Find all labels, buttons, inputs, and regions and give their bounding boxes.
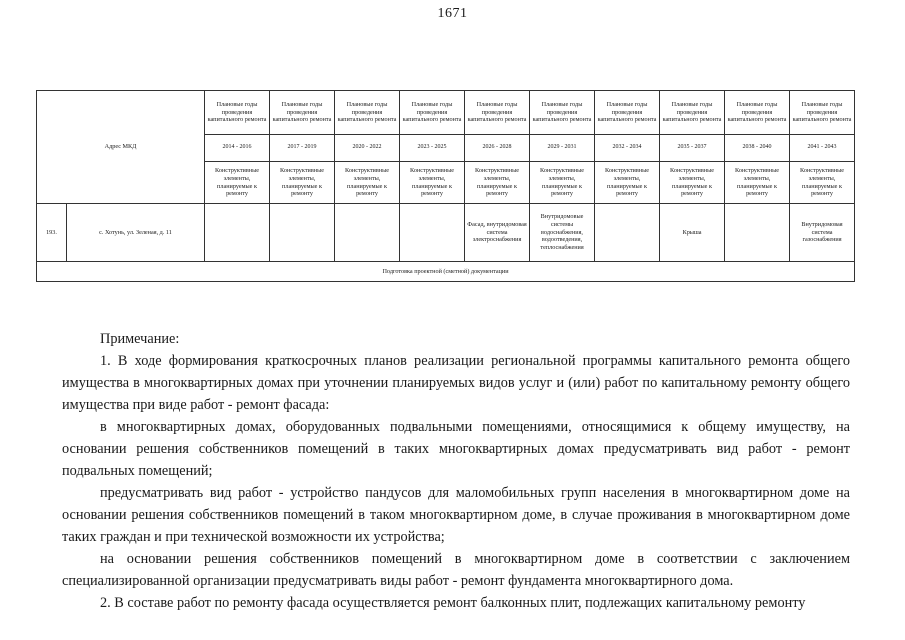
period-elements: Конструктивные элементы, планируемые к ремонту	[725, 162, 790, 204]
period-elements: Конструктивные элементы, планируемые к ремонту	[595, 162, 660, 204]
period-elements: Конструктивные элементы, планируемые к ремонту	[660, 162, 725, 204]
period-elements: Конструктивные элементы, планируемые к ремонту	[465, 162, 530, 204]
notes-section	[62, 328, 850, 614]
row-cell: Фасад, внутридомовая система электроснабжения	[465, 204, 530, 262]
period-years: 2017 - 2019	[270, 135, 335, 162]
period-elements: Конструктивные элементы, планируемые к ремонту	[205, 162, 270, 204]
period-heading: Плановые годы проведения капитального ремонта	[205, 91, 270, 135]
period-years: 2029 - 2031	[530, 135, 595, 162]
notes-paragraph: 2. В составе работ по ремонту фасада осуществляется ремонт балконных плит, подлежащих капитальному ремонту	[100, 595, 806, 611]
period-elements: Конструктивные элементы, планируемые к ремонту	[530, 162, 595, 204]
period-years: 2038 - 2040	[725, 135, 790, 162]
notes-paragraph: предусматривать вид работ - устройство пандусов для маломобильных групп населения в многоквартирном доме на основании решения собственников помещений в таком многоквартирном доме, в случае проживания в многоквартирном доме таких граждан и при технической возможности их устройства;	[62, 485, 850, 545]
period-heading: Плановые годы проведения капитального ремонта	[465, 91, 530, 135]
notes-paragraph: в многоквартирных домах, оборудованных подвальными помещениями, относящимися к общему имуществу, на основании решения собственников помещений в таких многоквартирных домах предусматривать вид работ - ремонт подвальных помещений;	[62, 419, 850, 479]
row-address: с. Хотунь, ул. Зеленая, д. 11	[67, 204, 205, 262]
row-cell: Внутридомовые системы водоснабжения, водоотведения, теплоснабжения	[530, 204, 595, 262]
period-years: 2032 - 2034	[595, 135, 660, 162]
row-cell: Крыша	[660, 204, 725, 262]
period-elements: Конструктивные элементы, планируемые к ремонту	[400, 162, 465, 204]
period-heading: Плановые годы проведения капитального ремонта	[595, 91, 660, 135]
row-number: 193.	[37, 204, 67, 262]
period-heading: Плановые годы проведения капитального ремонта	[530, 91, 595, 135]
notes-heading: Примечание:	[100, 331, 180, 347]
row-cell	[725, 204, 790, 262]
notes-paragraph: 1. В ходе формирования краткосрочных планов реализации региональной программы капитального ремонта общего имущества в многоквартирных домах при уточнении планируемых видов услуг и (или) работ по капитальному ремонту общего имущества при виде работ - ремонт фасада:	[62, 353, 850, 413]
capital-repair-table	[36, 90, 855, 282]
period-years: 2026 - 2028	[465, 135, 530, 162]
period-heading: Плановые годы проведения капитального ремонта	[335, 91, 400, 135]
period-heading: Плановые годы проведения капитального ремонта	[270, 91, 335, 135]
period-years: 2035 - 2037	[660, 135, 725, 162]
table-row	[37, 204, 855, 262]
table-footer: Подготовка проектной (сметной) документации	[37, 262, 855, 282]
row-cell	[205, 204, 270, 262]
period-years: 2041 - 2043	[790, 135, 855, 162]
row-cell	[595, 204, 660, 262]
row-cell: Внутридомовая система газоснабжения	[790, 204, 855, 262]
period-heading: Плановые годы проведения капитального ремонта	[790, 91, 855, 135]
period-heading: Плановые годы проведения капитального ремонта	[725, 91, 790, 135]
period-elements: Конструктивные элементы, планируемые к ремонту	[270, 162, 335, 204]
row-cell	[270, 204, 335, 262]
period-years: 2023 - 2025	[400, 135, 465, 162]
period-elements: Конструктивные элементы, планируемые к ремонту	[790, 162, 855, 204]
period-elements: Конструктивные элементы, планируемые к ремонту	[335, 162, 400, 204]
period-years: 2014 - 2016	[205, 135, 270, 162]
period-years: 2020 - 2022	[335, 135, 400, 162]
row-cell	[335, 204, 400, 262]
row-cell	[400, 204, 465, 262]
notes-paragraph: на основании решения собственников помещений в многоквартирном доме в соответствии с заключением специализированной организации предусматривать виды работ - ремонт фундамента многоквартирного дома.	[62, 551, 850, 589]
page-number: 1671	[437, 6, 468, 21]
address-header: Адрес МКД	[37, 91, 205, 204]
period-heading: Плановые годы проведения капитального ремонта	[400, 91, 465, 135]
period-heading: Плановые годы проведения капитального ремонта	[660, 91, 725, 135]
